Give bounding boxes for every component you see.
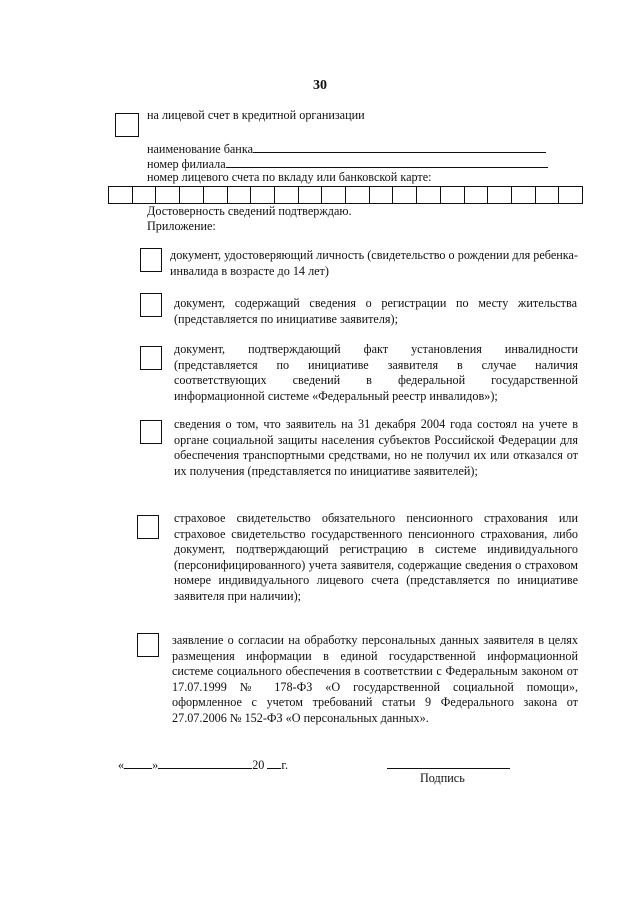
account-digit-cell[interactable] <box>275 187 299 203</box>
date-open-quote: « <box>118 758 125 772</box>
attachment-registration-document: документ, содержащий сведения о регистрации по месту жительства (представляется по инициативе заявителя); <box>174 296 577 326</box>
account-digit-cell[interactable] <box>180 187 204 203</box>
account-digit-cell[interactable] <box>559 187 582 203</box>
attachment-social-protection-record: сведения о том, что заявитель на 31 декабря 2004 года состоял на учете в органе социальной защиты населения субъектов Российской Федерации для обеспечения транспортными средствами, но не получил их или отказался от их получения (представляется по инициативе заявителей); <box>174 417 578 478</box>
account-digit-cell[interactable] <box>417 187 441 203</box>
signature-label: Подпись <box>420 771 465 785</box>
account-digit-cell[interactable] <box>204 187 228 203</box>
attachment-disability-document: документ, подтверждающий факт установления инвалидности (представляется по инициативе заявителя в случае наличия соответствующих сведений в федеральной государственной информационной системе «Федеральный реестр инвалидов»); <box>174 342 578 403</box>
account-digit-cell[interactable] <box>512 187 536 203</box>
checkbox-registration-document[interactable] <box>140 293 162 317</box>
date-month-field[interactable] <box>158 756 252 769</box>
account-number-grid[interactable] <box>108 186 583 204</box>
account-digit-cell[interactable] <box>299 187 323 203</box>
confirm-text: Достоверность сведений подтверждаю. <box>147 204 352 218</box>
branch-number-field[interactable] <box>226 155 548 168</box>
appendix-label: Приложение: <box>147 219 216 233</box>
checkbox-pension-insurance-certificate[interactable] <box>137 515 159 539</box>
account-digit-cell[interactable] <box>346 187 370 203</box>
attachment-pension-insurance-certificate: страховое свидетельство обязательного пенсионного страхования или страховое свидетельство государственного пенсионного страхования, либо документ, подтверждающий регистрацию в системе индивидуального (персонифицированного) учета заявителя, содержащие сведения о страховом номере индивидуального лицевого счета (представляется по инициативе заявителя при наличии); <box>174 511 578 603</box>
account-digit-cell[interactable] <box>322 187 346 203</box>
date-day-field[interactable] <box>124 756 152 769</box>
date-year-prefix: 20 <box>252 758 265 772</box>
account-digit-cell[interactable] <box>441 187 465 203</box>
branch-number-label: номер филиала <box>147 157 226 171</box>
bank-name-field[interactable] <box>253 140 546 153</box>
account-digit-cell[interactable] <box>536 187 560 203</box>
date-field <box>118 756 288 774</box>
account-digit-cell[interactable] <box>251 187 275 203</box>
attachment-personal-data-consent: заявление о согласии на обработку персональных данных заявителя в целях размещения информации в единой государственной информационной системе социального обеспечения в соответствии с Федеральным законом от 17.07.1999 № 178-ФЗ «О государственной социальной помощи», оформленное с учетом требований статьи 9 Федерального закона от 27.07.2006 № 152-ФЗ «О персональных данных». <box>172 633 578 725</box>
date-close-quote: » <box>152 758 159 772</box>
account-digit-cell[interactable] <box>465 187 489 203</box>
bank-name-label: наименование банка <box>147 142 253 156</box>
checkbox-identity-document[interactable] <box>140 248 162 272</box>
checkbox-bank-account[interactable] <box>115 113 139 137</box>
account-digit-cell[interactable] <box>488 187 512 203</box>
account-digit-cell[interactable] <box>393 187 417 203</box>
account-digit-cell[interactable] <box>370 187 394 203</box>
bank-account-label: на лицевой счет в кредитной организации <box>147 108 365 122</box>
checkbox-social-protection-record[interactable] <box>140 420 162 444</box>
page-number: 30 <box>313 78 327 93</box>
account-number-label: номер лицевого счета по вкладу или банковской карте: <box>147 170 432 184</box>
checkbox-personal-data-consent[interactable] <box>137 633 159 657</box>
account-digit-cell[interactable] <box>156 187 180 203</box>
attachment-identity-document: документ, удостоверяющий личность (свидетельство о рождении для ребенка-инвалида в возрасте до 14 лет) <box>170 248 578 278</box>
account-digit-cell[interactable] <box>109 187 133 203</box>
account-digit-cell[interactable] <box>133 187 157 203</box>
checkbox-disability-document[interactable] <box>140 346 162 370</box>
date-year-suffix: г. <box>281 758 289 772</box>
signature-line[interactable] <box>387 768 510 769</box>
date-year-field[interactable] <box>267 756 281 769</box>
account-digit-cell[interactable] <box>228 187 252 203</box>
